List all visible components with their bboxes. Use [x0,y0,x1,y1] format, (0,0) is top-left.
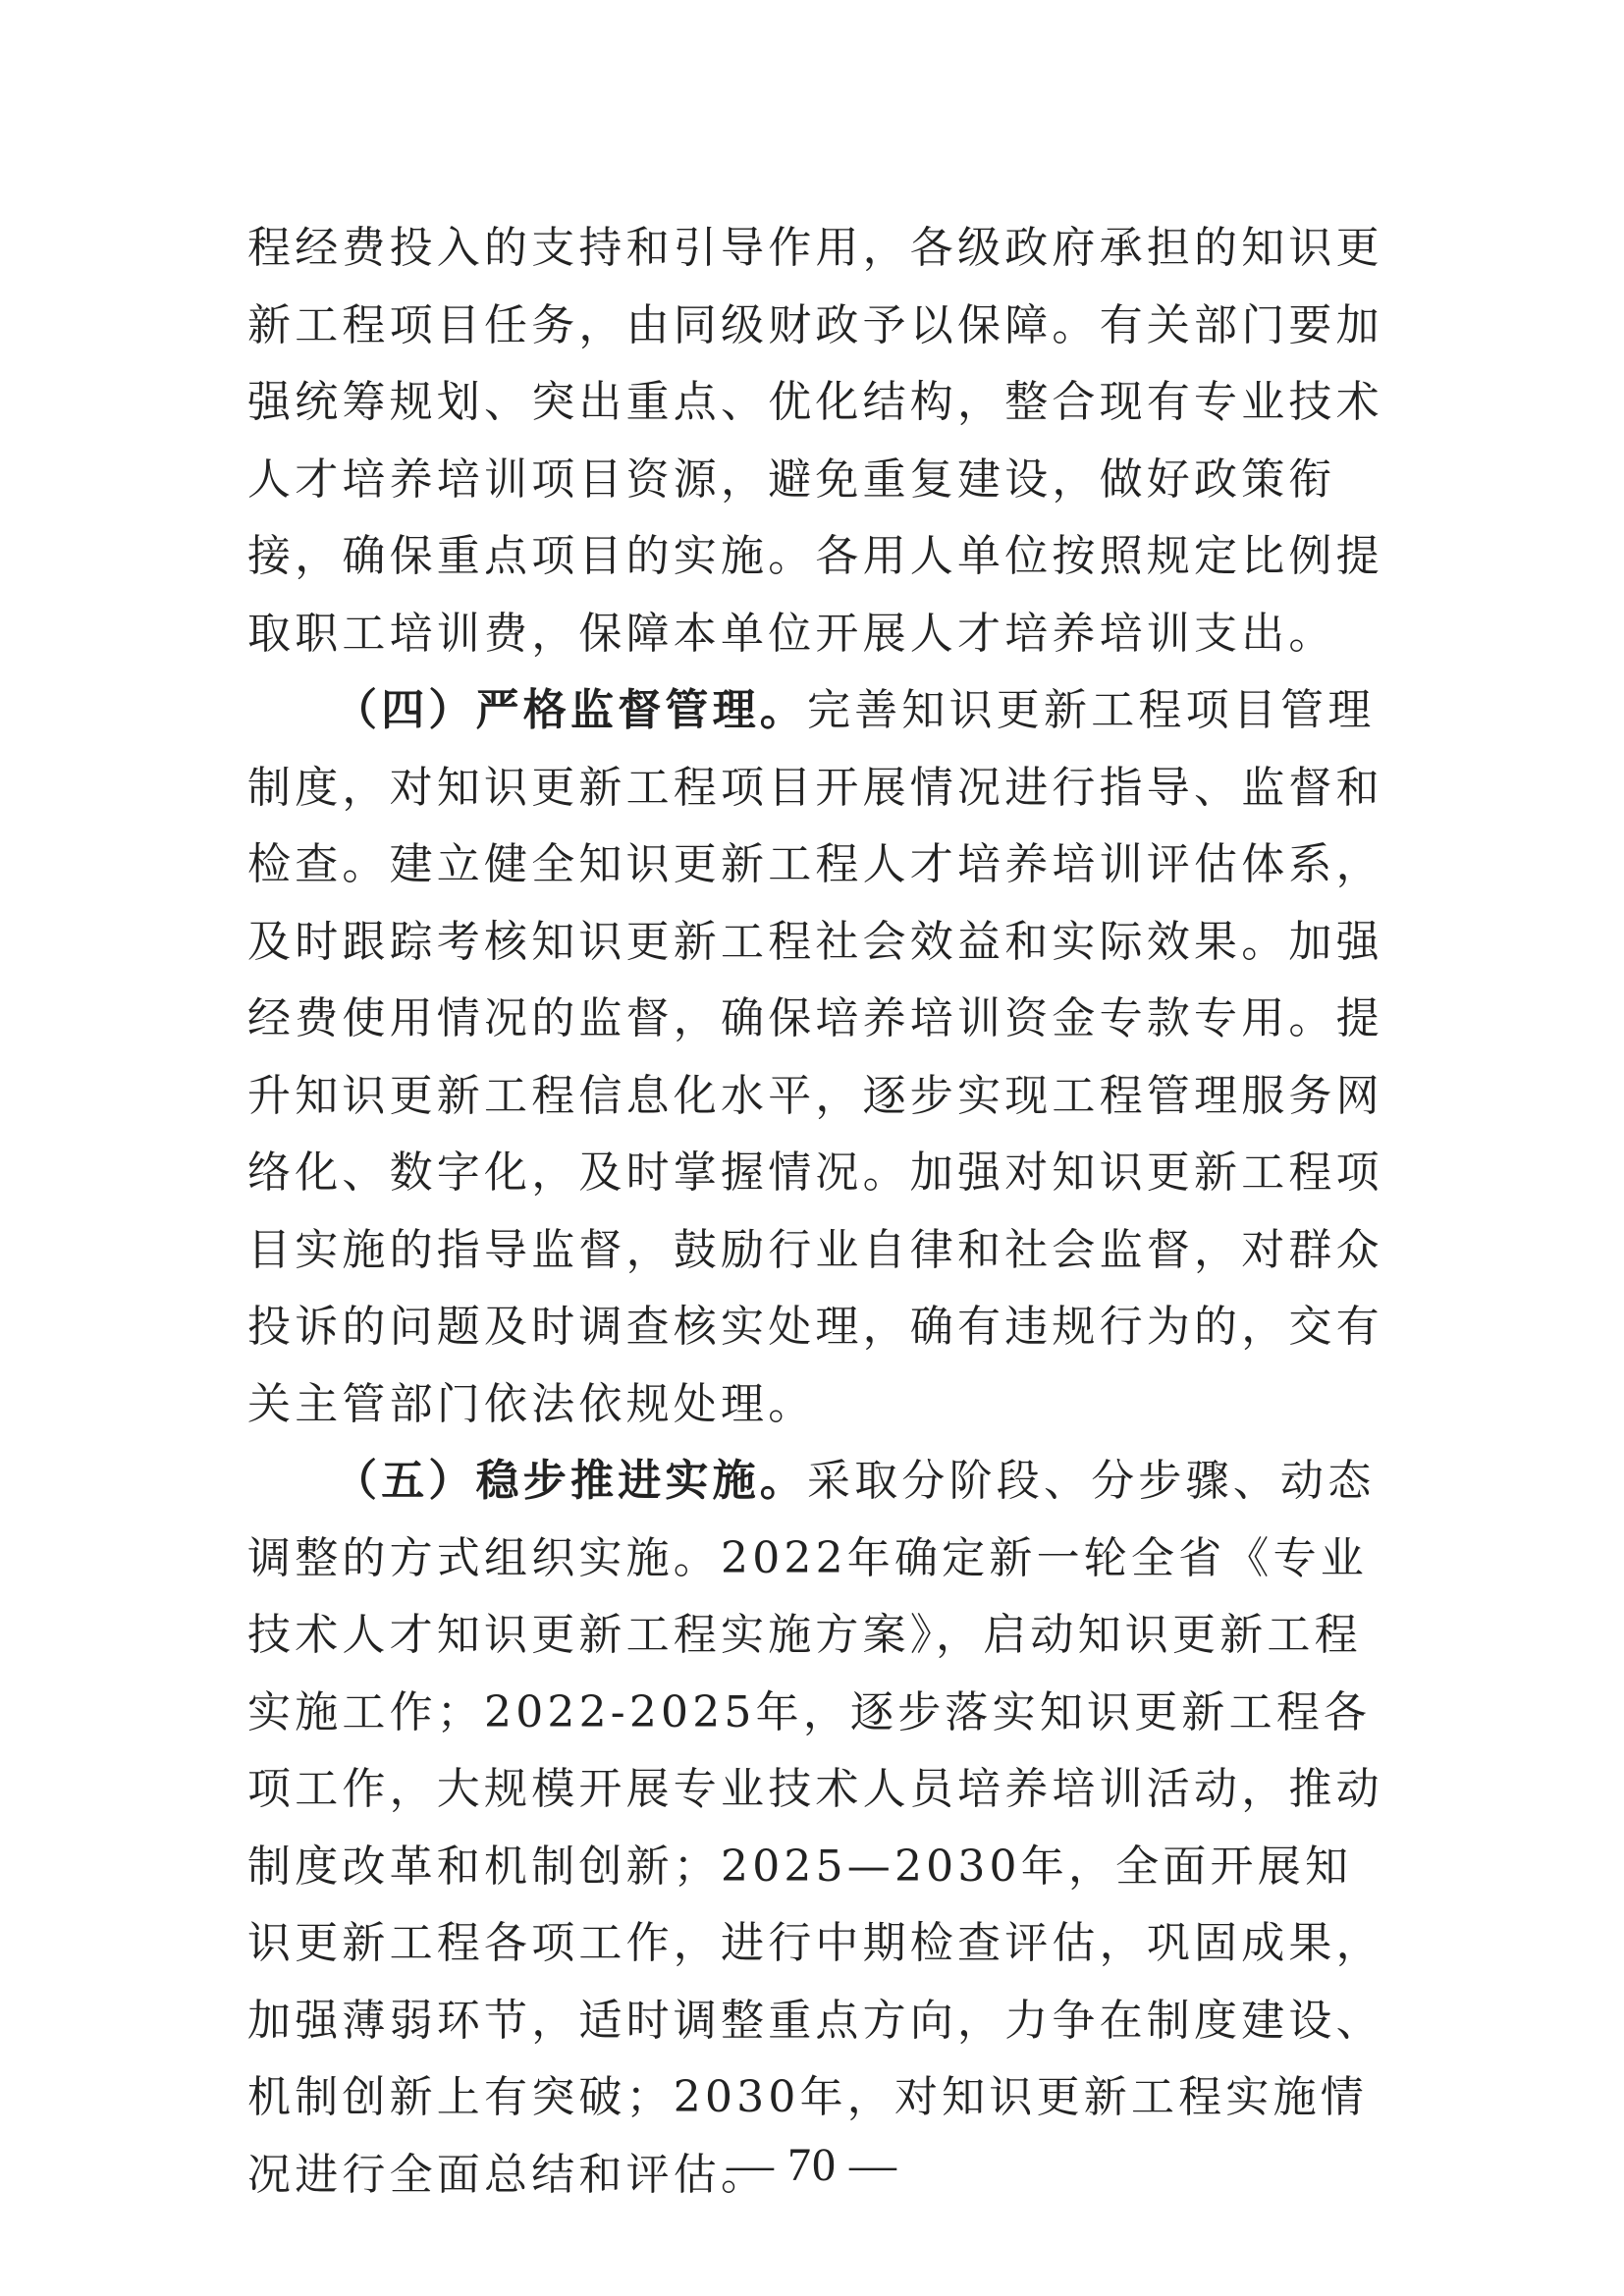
paragraph-funding-guarantee [247,210,1384,672]
section-heading-implementation: （五）稳步推进实施。 [334,1456,807,1506]
paragraph-supervision-management [247,672,1384,1443]
body-text [247,210,1384,2214]
paragraph-text: 程经费投入的支持和引导作用，各级政府承担的知识更新工程项目任务，由同级财政予以保障。有关部门要加强统筹规划、突出重点、优化结构，整合现有专业技术人才培养培训项目资源，避免重复建设，做好政策衔接，确保重点项目的实施。各用人单位按照规定比例提取职工培训费，保障本单位开展人才培养培训支出。 [247,223,1383,659]
paragraph-implementation-steps [247,1443,1384,2214]
paragraph-text: 采取分阶段、分步骤、动态调整的方式组织实施。2022年确定新一轮全省《专业技术人才知识更新工程实施方案》，启动知识更新工程实施工作；2022-2025年，逐步落实知识更新工程各项工作，大规模开展专业技术人员培养培训活动，推动制度改革和机制创新；2025—2030年，全面开展知识更新工程各项工作，进行中期检查评估，巩固成果，加强薄弱环节，适时调整重点方向，力争在制度建设、机制创新上有突破；2030年，对知识更新工程实施情况进行全面总结和评估。 [247,1456,1383,2200]
section-heading-supervision: （四）严格监督管理。 [334,685,807,735]
paragraph-text: 完善知识更新工程项目管理制度，对知识更新工程项目开展情况进行指导、监督和检查。建立健全知识更新工程人才培养培训评估体系，及时跟踪考核知识更新工程社会效益和实际效果。加强经费使用情况的监督，确保培养培训资金专款专用。提升知识更新工程信息化水平，逐步实现工程管理服务网络化、数字化，及时掌握情况。加强对知识更新工程项目实施的指导监督，鼓励行业自律和社会监督，对群众投诉的问题及时调查核实处理，确有违规行为的，交有关主管部门依法依规处理。 [247,685,1383,1429]
page-number: — 70 — [727,2139,897,2191]
